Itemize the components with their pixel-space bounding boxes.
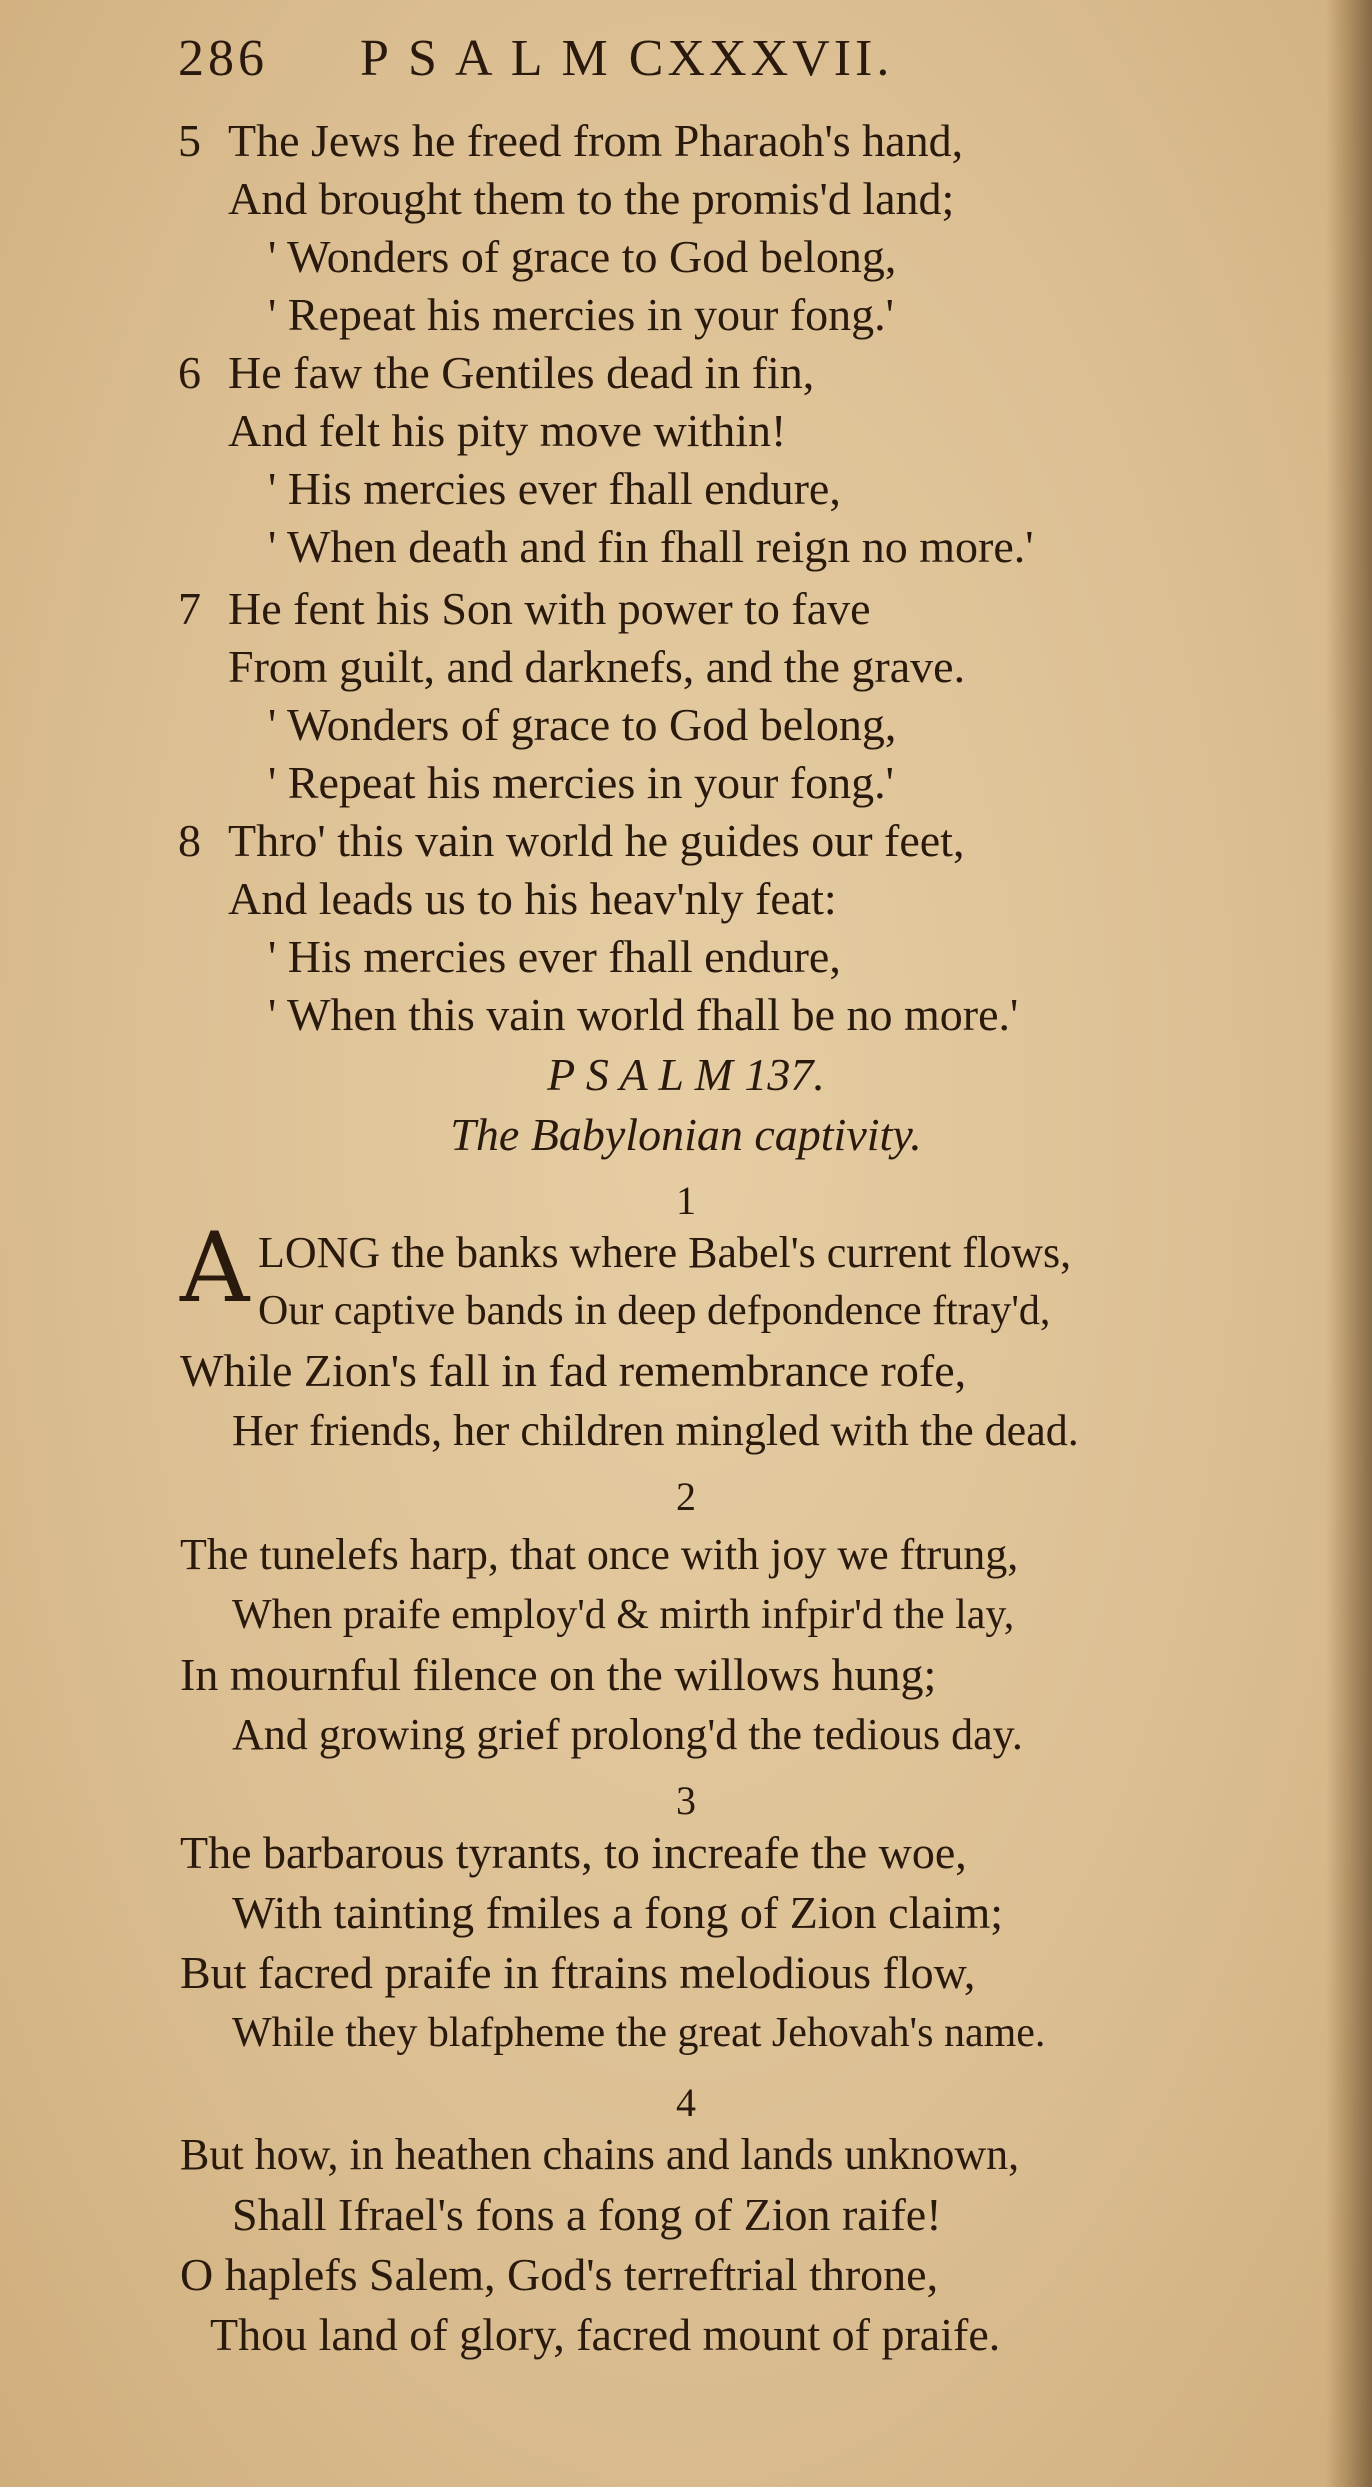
page-number: 286: [178, 30, 268, 87]
running-title: P S A L M CXXXVII.: [360, 30, 894, 87]
verse-line: And felt his pity move within!: [228, 405, 787, 456]
verse-line: When praife employ'd & mirth infpir'd the lay,: [232, 1592, 1015, 1638]
verse-line: The Jews he freed from Pharaoh's hand,: [228, 115, 964, 166]
verse-line: ' His mercies ever fhall endure,: [268, 931, 841, 982]
verse-line: But facred praife in ftrains melodious flow,: [180, 1947, 976, 1998]
verse-line: While they blafpheme the great Jehovah's name.: [232, 2010, 1046, 2056]
verse-line: Her friends, her children mingled with the dead.: [232, 1406, 1079, 1455]
stanza-number: 4: [676, 2080, 696, 2125]
verse-line: ' Wonders of grace to God belong,: [268, 231, 897, 282]
verse-line: ' Repeat his mercies in your fong.': [268, 289, 894, 340]
verse-line: ' When this vain world fhall be no more.': [268, 989, 1019, 1040]
verse-line: ' Wonders of grace to God belong,: [268, 699, 897, 750]
stanza-number: 1: [676, 1178, 696, 1223]
verse-line: And brought them to the promis'd land;: [228, 173, 955, 224]
verse-line: The barbarous tyrants, to increafe the woe,: [180, 1827, 967, 1878]
verse-line: ' His mercies ever fhall endure,: [268, 463, 841, 514]
stanza-number: 7: [178, 583, 201, 634]
stanza-number: 6: [178, 347, 201, 398]
stanza-number: 2: [676, 1474, 696, 1519]
psalm-subtitle: The Babylonian captivity.: [450, 1109, 922, 1160]
drop-cap: A: [180, 1212, 250, 1324]
verse-line: ' When death and fin fhall reign no more.': [268, 521, 1034, 572]
verse-line: Our captive bands in deep defpondence ftray'd,: [258, 1288, 1051, 1334]
verse-line: O haplefs Salem, God's terreftrial throne,: [180, 2249, 939, 2300]
verse-line: And leads us to his heav'nly feat:: [228, 873, 837, 924]
verse-line: Thro' this vain world he guides our feet,: [228, 815, 965, 866]
stanza-number: 8: [178, 815, 201, 866]
verse-line: While Zion's fall in fad remembrance rofe,: [180, 1345, 967, 1396]
verse-line: From guilt, and darknefs, and the grave.: [228, 641, 966, 692]
verse-line: With tainting fmiles a fong of Zion claim;: [232, 1887, 1004, 1938]
verse-line: But how, in heathen chains and lands unknown,: [180, 2130, 1020, 2179]
verse-line: In mournful filence on the willows hung;: [180, 1649, 937, 1700]
verse-line: Thou land of glory, facred mount of praife.: [210, 2309, 1001, 2360]
psalm-title: P S A L M 137.: [547, 1049, 825, 1100]
verse-line: And growing grief prolong'd the tedious day.: [232, 1710, 1023, 1759]
stanza-number: 3: [676, 1778, 696, 1823]
verse-line: He faw the Gentiles dead in fin,: [228, 347, 815, 398]
verse-line: The tunelefs harp, that once with joy we ftrung,: [180, 1530, 1019, 1579]
verse-line: ' Repeat his mercies in your fong.': [268, 757, 894, 808]
verse-line: LONG the banks where Babel's current flows,: [258, 1228, 1072, 1277]
stanza-number: 5: [178, 115, 201, 166]
verse-line: Shall Ifrael's fons a fong of Zion raife!: [232, 2189, 942, 2240]
verse-line: He fent his Son with power to fave: [228, 583, 871, 634]
